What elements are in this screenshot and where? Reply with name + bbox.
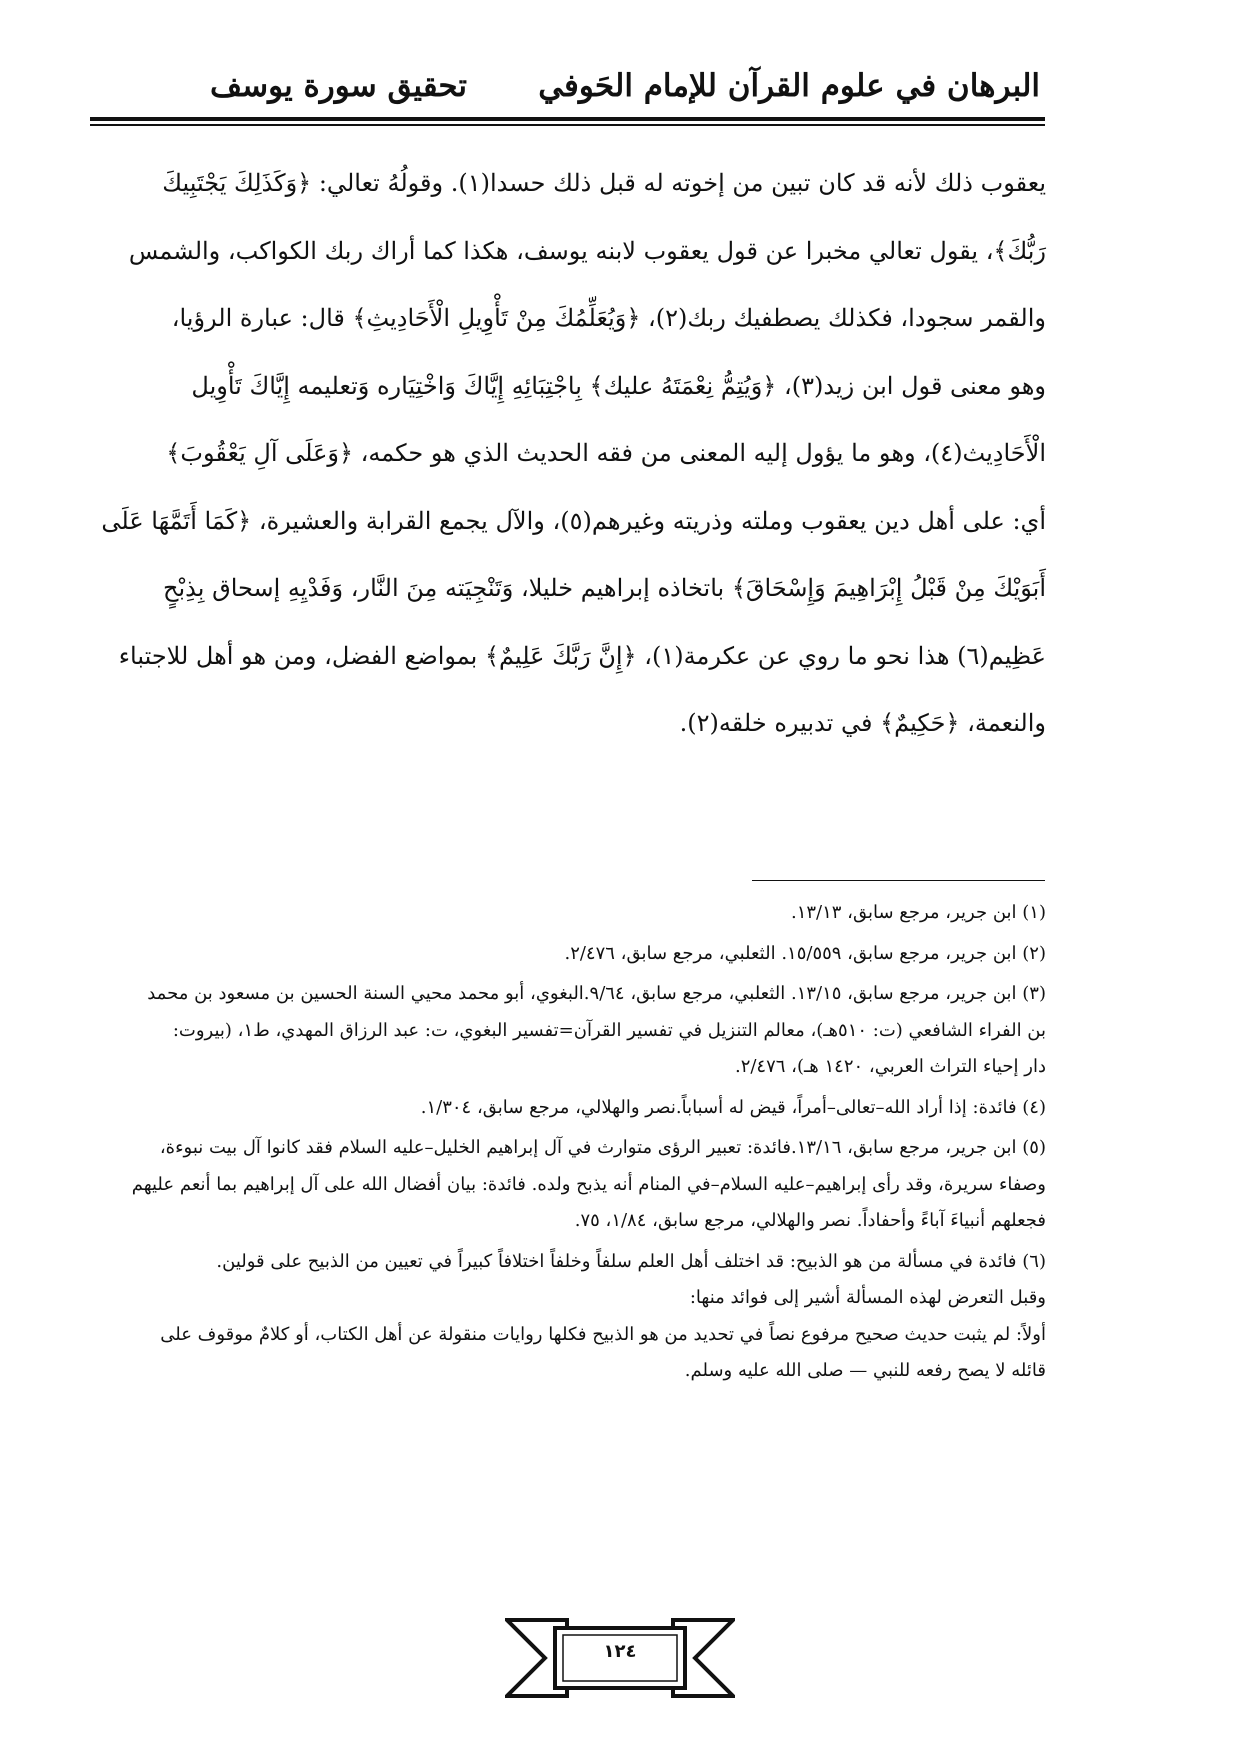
text-line: والنعمة، ﴿حَكِيمٌ﴾ في تدبيره خلقه(٢). xyxy=(679,709,1046,737)
text-line: رَبُّكَ﴾، يقول تعالي مخبرا عن قول يعقوب لابنه يوسف، هكذا كما أراك ربك الكواكب، والشمس xyxy=(128,236,1046,265)
footnote-line: وقبل التعرض لهذه المسألة أشير إلى فوائد منها: xyxy=(689,1287,1046,1308)
footnote-line: فجعلهم أنبياءَ آباءً وأحفاداً. نصر والهلالي، مرجع سابق، ١/٨٤، ٧٥. xyxy=(574,1210,1046,1231)
text-line: والقمر سجودا، فكذلك يصطفيك ربك(٢)، ﴿وَيُعَلِّمُكَ مِنْ تَأْوِيلِ الْأَحَادِيثِ﴾ قال: عبارة الرؤيا، xyxy=(171,304,1046,332)
footnote-line: (٢) ابن جرير، مرجع سابق، ١٥/٥٥٩. الثعلبي، مرجع سابق، ٢/٤٧٦. xyxy=(564,942,1046,964)
text-line: عَظِيم(٦) هذا نحو ما روي عن عكرمة(١)، ﴿إِنَّ رَبَّكَ عَلِيمٌ﴾ بمواضع الفضل، ومن هو أهل للاجتباء xyxy=(118,641,1046,670)
chapter-title: تحقيق سورة يوسف xyxy=(210,68,468,104)
footnote-line: (٤) فائدة: إذا أراد الله–تعالى–أمراً، قيض له أسباباً.نصر والهلالي، مرجع سابق، ١/٣٠٤. xyxy=(420,1096,1046,1118)
footnotes xyxy=(88,895,1046,1390)
footnote-line: أولاً: لم يثبت حديث صحيح مرفوع نصاً في تحديد من هو الذبيح فكلها روايات منقولة عن أهل الكتاب، أو كلامٌ موقوف على xyxy=(160,1323,1046,1345)
book-title: البرهان في علوم القرآن للإمام الحَوفي xyxy=(538,68,1040,104)
footnote-line: (١) ابن جرير، مرجع سابق، ١٣/١٣. xyxy=(790,902,1046,923)
footnote-line: (٣) ابن جرير، مرجع سابق، ١٣/١٥. الثعلبي، مرجع سابق، ٩/٦٤.البغوي، أبو محمد محيي السنة الحسين بن مسعود بن محمد xyxy=(147,983,1046,1004)
footnote-line: (٦) فائدة في مسألة من هو الذبيح: قد اختلف أهل العلم سلفاً وخلفاً اختلافاً كبيراً في تعيين من الذبيح على قولين. xyxy=(216,1250,1046,1272)
footnote-line: بن الفراء الشافعي (ت: ٥١٠هـ)، معالم التنزيل في تفسير القرآن=تفسير البغوي، ت: عبد الرزاق المهدي، ط١، (بيروت: xyxy=(172,1019,1046,1041)
header-rule-thick xyxy=(90,117,1045,121)
main-text xyxy=(88,150,1046,758)
text-line: يعقوب ذلك لأنه قد كان تبين من إخوته له قبل ذلك حسدا(١). وقولُهُ تعالي: ﴿وَكَذَلِكَ يَجْتَبِيكَ xyxy=(162,169,1046,197)
page-number: ١٢٤ xyxy=(603,1641,637,1662)
footnote-line: (٥) ابن جرير، مرجع سابق، ١٣/١٦.فائدة: تعبير الرؤى متوارث في آل إبراهيم الخليل–عليه السلام فقد كانوا آل بيت نبوءة، xyxy=(159,1137,1046,1158)
text-line: الْأَحَادِيث(٤)، وهو ما يؤول إليه المعنى من فقه الحديث الذي هو حكمه، ﴿وَعَلَى آلِ يَعْقُوبَ﴾ xyxy=(166,439,1046,467)
running-header xyxy=(210,68,1040,104)
footnote-separator xyxy=(752,880,1045,881)
text-line: أَبَوَيْكَ مِنْ قَبْلُ إِبْرَاهِيمَ وَإِسْحَاقَ﴾ باتخاذه إبراهيم خليلا، وَتَنْجِيَته مِنَ النَّار، وَفَدْيِهِ إسحاق بِذِبْحٍ xyxy=(163,574,1046,602)
footnote-line: دار إحياء التراث العربي، ١٤٢٠ هـ)، ٢/٤٧٦. xyxy=(734,1056,1046,1077)
footnote-line: قائله لا يصح رفعه للنبي — صلى الله عليه وسلم. xyxy=(684,1360,1046,1381)
footnote-line: وصفاء سريرة، وقد رأى إبراهيم–عليه السلام–في المنام أنه يذبح ولده. فائدة: بيان أفضال الله على آل إبراهيم بما أنعم عليهم xyxy=(131,1173,1046,1195)
text-line: أي: على أهل دين يعقوب وملته وذريته وغيرهم(٥)، والآل يجمع القرابة والعشيرة، ﴿كَمَا أَتَمَّهَا عَلَى xyxy=(101,506,1046,535)
header-rule-thin xyxy=(90,124,1045,126)
text-line: وهو معنى قول ابن زيد(٣)، ﴿وَيُتِمُّ نِعْمَتَهُ عليك﴾ بِاجْتِبَائِهِ إِيَّاكَ وَاخْتِيَاره وَتعليمه إِيَّاكَ تَأْوِيل xyxy=(191,371,1046,400)
